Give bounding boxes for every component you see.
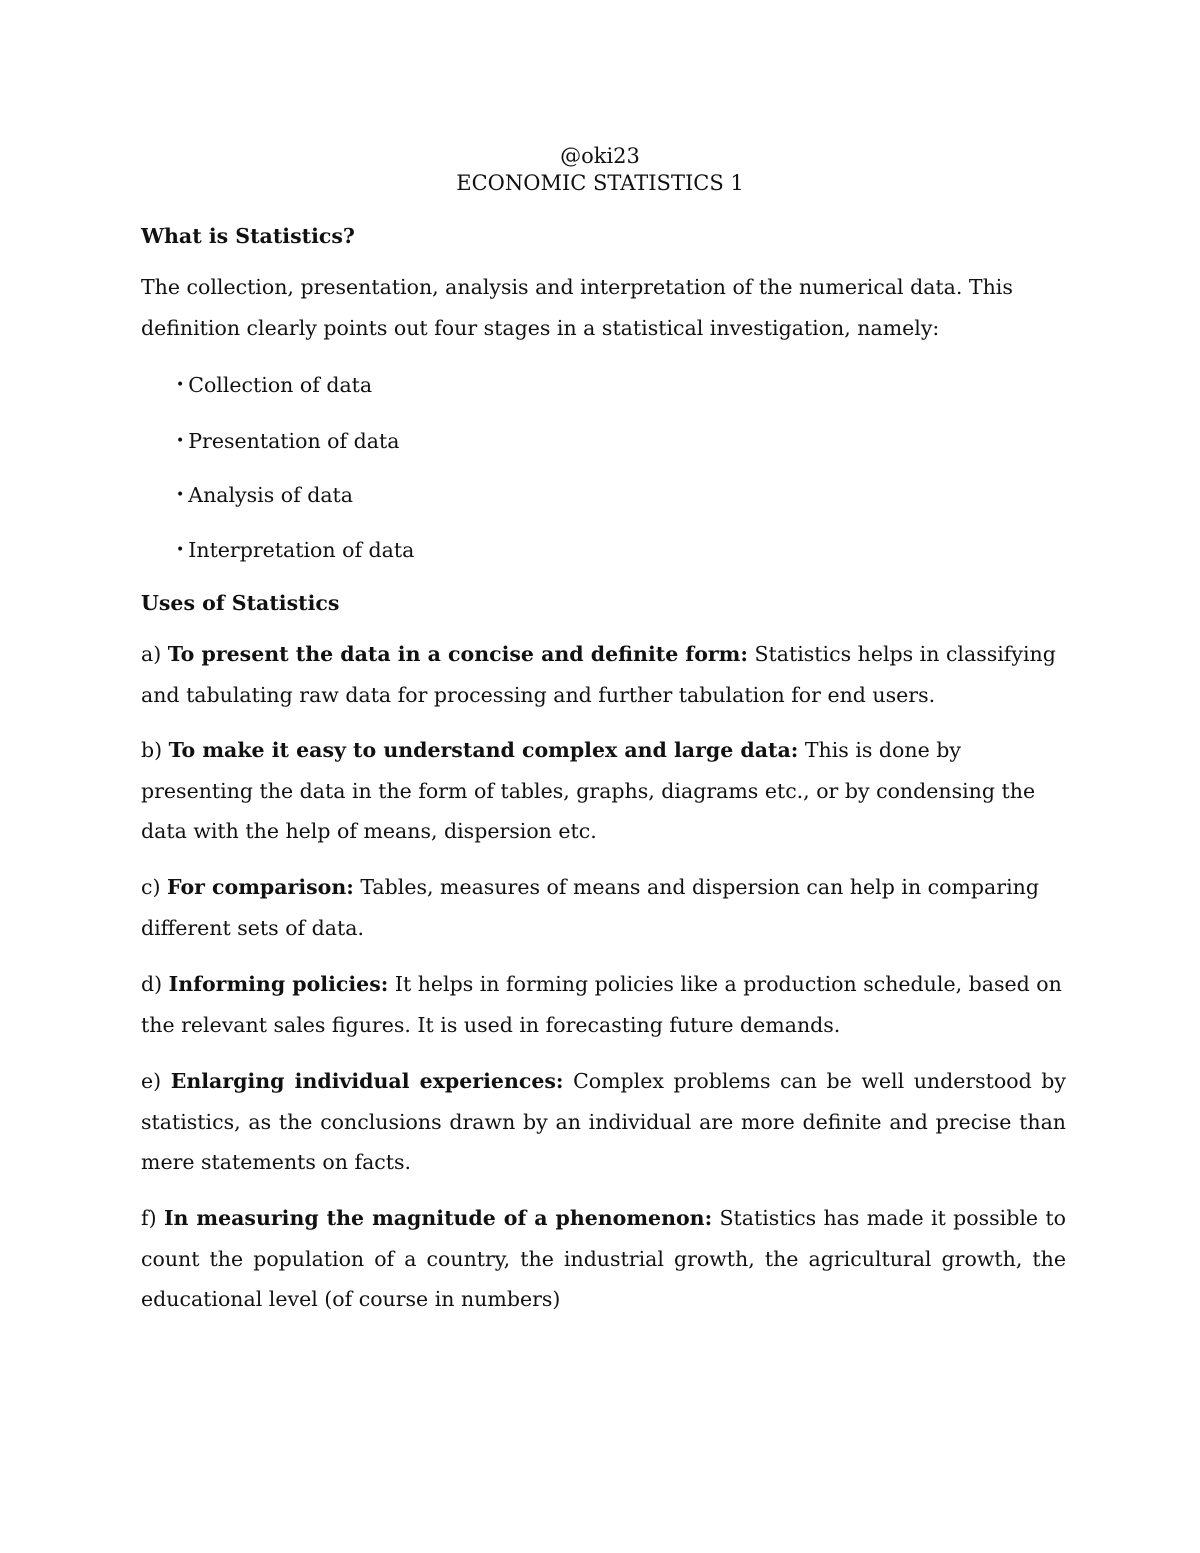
item-title: To make it easy to understand complex and large data: — [168, 738, 799, 762]
section-heading-what-is-statistics: What is Statistics? — [141, 224, 355, 248]
item-text: This is done by presenting the data in the form of tables, graphs, diagrams etc., or by condensing the data with the help of means, dispersion etc. — [141, 738, 1036, 843]
item-marker: d) — [141, 972, 163, 996]
section-heading-uses-of-statistics: Uses of Statistics — [141, 591, 340, 615]
author-handle: @oki23 — [560, 144, 640, 168]
stage-list-item — [176, 372, 372, 398]
item-title: For comparison: — [167, 875, 354, 899]
item-text: Complex problems can be well understood by statistics, as the conclusions drawn by an individual are more definite and precise than mere statements on facts. — [141, 1069, 1066, 1174]
item-marker: a) — [141, 642, 162, 666]
use-item-a — [141, 634, 1066, 715]
use-item-b — [141, 730, 1066, 852]
definition-paragraph: The collection, presentation, analysis and interpretation of the numerical data. This definition clearly points out four stages in a statistical investigation, namely: — [141, 275, 1013, 340]
item-title: To present the data in a concise and definite form: — [167, 642, 748, 666]
stage-list-item — [176, 537, 414, 563]
stage-label: Interpretation of data — [188, 538, 415, 562]
use-item-e — [141, 1061, 1066, 1183]
item-text: Tables, measures of means and dispersion can help in comparing different sets of data. — [141, 875, 1039, 940]
bullet-icon: • — [176, 542, 185, 558]
item-title: In measuring the magnitude of a phenomenon: — [163, 1206, 713, 1230]
item-text: Statistics has made it possible to count the population of a country, the industrial growth, the agricultural growth, the educational level (of course in numbers) — [141, 1206, 1066, 1311]
stage-list-item — [176, 482, 353, 508]
use-item-f — [141, 1198, 1066, 1320]
item-marker: e) — [141, 1069, 162, 1093]
bullet-icon: • — [176, 377, 185, 393]
stage-label: Analysis of data — [188, 483, 353, 507]
bullet-icon: • — [176, 487, 185, 503]
item-text: It helps in forming policies like a production schedule, based on the relevant sales figures. It is used in forecasting future demands. — [141, 972, 1062, 1037]
item-marker: c) — [141, 875, 161, 899]
stage-label: Presentation of data — [188, 429, 400, 453]
use-item-c — [141, 867, 1066, 948]
item-title: Informing policies: — [168, 972, 389, 996]
use-item-d — [141, 964, 1066, 1045]
item-title: Enlarging individual experiences: — [170, 1069, 564, 1093]
stage-label: Collection of data — [188, 373, 373, 397]
item-marker: f) — [141, 1206, 157, 1230]
document-title: ECONOMIC STATISTICS 1 — [456, 171, 744, 195]
item-text: Statistics helps in classifying and tabulating raw data for processing and further tabulation for end users. — [141, 642, 1056, 707]
item-marker: b) — [141, 738, 163, 762]
stage-list-item — [176, 428, 399, 454]
bullet-icon: • — [176, 433, 185, 449]
